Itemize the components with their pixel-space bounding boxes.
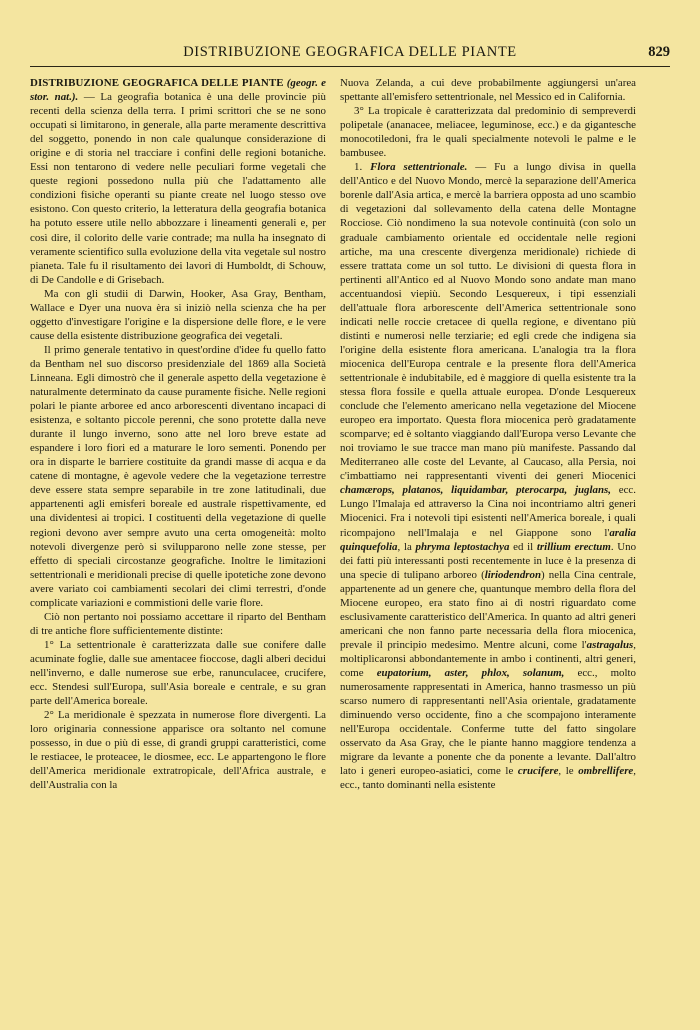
- genus-names: eupatorium, aster, phlox, solanum,: [376, 666, 565, 679]
- paragraph-section: [340, 160, 636, 792]
- species-name: trillium erectum: [536, 540, 611, 553]
- paragraph-text: — Fu a lungo divisa in quella dell'Antico e del Nuovo Mondo, mercè la separazione dell'America borenle dall'Asia artica, e mercè la barriera opposta ad uno scambio di vegetazioni dal sollevamento della catena delle Montagne Rocciose. Ciò nondimeno la sua notevole continuità (con solo un graduale cambiamento orientale ed occidentale nelle regioni artiche, ma una crescente divergenza meridionale) richiede di essere trattata come un sol tutto. Le divisioni di questa flora in pertinenti all'Antico ed al Nuovo Mondo sono andate man mano accentuandosi viepiù. Secondo Lesquereux, i tipi essenziali dell'attuale flora arborescente dell'America settentrionale sono indicati nelle roccie cretacee di quella regione, e diventano più distinti e numerosi nelle terziarie; ed egli crede che indigena sia l'origine della esistente flora americana. L'analogia tra la flora miocenica dell'Europa centrale e la presente flora dell'America settentrionale è indubitabile, ed è maggiore di quella esistente tra la stessa flora fossile e quella attuale europea. D'onde Lesquereux conclude che l'elemento americano nella vegetazione del Miocene europeo era importato. Questa flora miocenica però gradatamente scomparve; ed è soltanto viaggiando dall'Europa verso Levante che noi troviamo le sue tracce man mano più manifeste. Passando dal Mediterraneo alle coste del Levante, al Caucaso, alla Persia, noi c'imbattiamo nei rappresentanti viventi dei generi Miocenici: [340, 161, 637, 483]
- section-number: 1.: [354, 161, 371, 174]
- paragraph-continued: Nuova Zelanda, a cui deve probabilmente aggiungersi un'area spettante all'emisfero settentrionale, nel Messico ed in California.: [340, 77, 636, 104]
- paragraph-intro: [30, 76, 326, 287]
- paragraph-text: ecc., molto numerosamente rappresentati in America, hanno trasmesso un più scarso numero di rappresentanti nell'Asia orientale, gradatamente diminuendo verso occidente, fino a che scompajono interamente nell'Europa occidentale. Conferme tutte del fatto singolare osservato da Asa Gray, che le piante hanno maggiore tendenza a migrare da levante a ponente che da ponente a levante. Dall'altro lato i generi europeo-asiatici, come le: [340, 666, 636, 778]
- paragraph-text: ed il: [509, 540, 537, 553]
- genus-name: astragalus: [586, 638, 634, 651]
- paragraph-text: , ecc., tanto dominanti nella esistente: [340, 765, 636, 792]
- genus-name: liriodendron: [484, 568, 542, 581]
- paragraph: 2° La meridionale è spezzata in numerose flore divergenti. La loro originaria connessione apparisce ora soltanto nel comune possesso, in due o più di esse, di grandi gruppi caratteristici, come le restiacee, le proteacee, le diosmee, ecc. Le appartengono le flore dell'America meridionale extratropicale, dell'Africa australe, e dell'Australia con la: [30, 709, 326, 792]
- paragraph: Ma con gli studii di Darwin, Hooker, Asa Gray, Bentham, Wallace e Dyer una nuova èra si iniziò nella scienza che ha per oggetto d'investigare l'origine e la dispersione delle flore, e le vere cause della esistente distribuzione geografica dei vegetali.: [30, 287, 326, 342]
- paragraph: 1° La settentrionale è caratterizzata dalle sue conifere dalle acuminate foglie, dalle sue amentacee fioccose, dagli alberi decidui nell'inverno, e dalle numerose sue erbe, ranunculacee, crucifere, ecc. Stendesi sull'Europa, sull'Asia boreale e centrale, e su gran parte dell'America boreale.: [30, 638, 326, 708]
- paragraph-text: — La geografia botanica è una delle provincie più recenti della scienza della terra. I primi scrittori che se ne sono occupati si limitarono, in generale, alla parte meramente descrittiva del soggetto, ponendo in non cale qualunque considerazione di origine e di storia nel tracciare i confini delle regioni botaniche. Essi non tentarono di vedere nelle peculiari forme vegetali che queste regioni possedono nulla più che l'adattamento alle condizioni fisiche operanti su piante create nel luogo stesso ove esistono. Con questo criterio, la letteratura della geografia botanica ha potuto essere utile nello abbozzare i lineamenti generali e, per così dire, il colorito delle varie contrade; ma nulla ha insegnato di veramente scientifico sulla evoluzione della vita vegetale sul nostro pianeta. Tale fu il risultamento dei lavori di Humboldt, di Schouw, di De Candolle e di Grisebach.: [30, 91, 326, 286]
- paragraph-text: , le: [558, 765, 579, 778]
- species-name: phryma leptostachya: [415, 540, 510, 553]
- paragraph-text: ecc. Lungo l'Imalaja ed attraverso la Cina noi incontriamo altri generi Miocenici. Fra i notevoli tipi esistenti nell'America boreale, i quali ricompajono nell'Imalaja e nel Giappone sono l': [340, 484, 636, 539]
- species-name: aralia quinquefolia: [340, 526, 636, 553]
- genus-names: chamærops, platanos, liquidambar, pterocarpa, juglans,: [340, 484, 611, 497]
- section-heading: Flora settentrionale.: [370, 161, 468, 174]
- page-number: 829: [648, 44, 670, 60]
- running-title: DISTRIBUZIONE GEOGRAFICA DELLE PIANTE: [183, 44, 517, 60]
- paragraph-text: , moltiplicaronsi abbondantemente in ambo i continenti, altri generi, come: [340, 638, 636, 679]
- entry-heading-note: (geogr. e stor. nat.).: [30, 77, 326, 104]
- right-column: [340, 76, 636, 792]
- paragraph-text: ) nella Cina centrale, appartenente ad un genere che, quantunque membro della flora del Miocene europeo, era stato fino ai dì nostri riguardato come esclusivamente caratteristico dell'America. In quanto ad altri generi americani che non fanno parte necessaria della flora miocenica, prevale il principio medesimo. Mentre alcuni, come l': [340, 568, 636, 651]
- paragraph: 3° La tropicale è caratterizzata dal predominio di sempreverdi polipetale (ananacee, meliacee, leguminose, ecc.) e da gigantesche monocotiledoni, fra le quali specialmente notevoli le palme e le bambusee.: [340, 105, 636, 160]
- paragraph: Ciò non pertanto noi possiamo accettare il riparto del Bentham di tre antiche flore sufficientemente distinte:: [30, 610, 326, 637]
- paragraph-text: , la: [397, 540, 416, 553]
- paragraph-text: . Uno dei fatti più interessanti posti recentemente in luce è la presenza di una specie di tulipano arboreo (: [340, 540, 637, 581]
- running-head: [30, 44, 670, 67]
- left-column: [30, 76, 326, 792]
- family-name: ombrellifere: [578, 765, 634, 778]
- entry-heading: DISTRIBUZIONE GEOGRAFICA DELLE PIANTE: [30, 77, 284, 89]
- family-name: crucifere: [517, 765, 559, 778]
- paragraph: Il primo generale tentativo in quest'ordine d'idee fu quello fatto da Bentham nel suo discorso presidenziale del 1869 alla Società Linneana. Egli dimostrò che il generale aspetto della vegetazione è naturalmente determinato da cause puramente fisiche. Nelle regioni polari le piante arboree ed anco arborescenti diventano incapaci di esistenza, e soltanto piccole perenni, che sono protette dalla neve durante il lungo inverno, sono atte nel loro breve estate ad espandere i loro fiori ed a maturare le loro sementi. Ponendo per ora in disparte le barriere costituite da grandi masse di acqua e da catene di montagne, è agevole vedere che la vegetazione terrestre deve essere stata sempre separabile in tre zone latitudinali, due appartenenti agli emisferi boreale ed australe rispettivamente, ed una dividentesi ai tropici. I costituenti della vegetazione di quelle regioni devono aver sempre avuto una certa omogeneità: molto notevoli divergenze però si svilupparono nelle zone stesse, per effetto di speciali circostanze geografiche. Inoltre le limitazioni settentrionali e meridionali precise di quelle ipotetiche zone devono avere variato coi cambiamenti secolari dei climi terrestri, d'onde complicate variazioni e commistioni delle varie flore.: [30, 343, 326, 609]
